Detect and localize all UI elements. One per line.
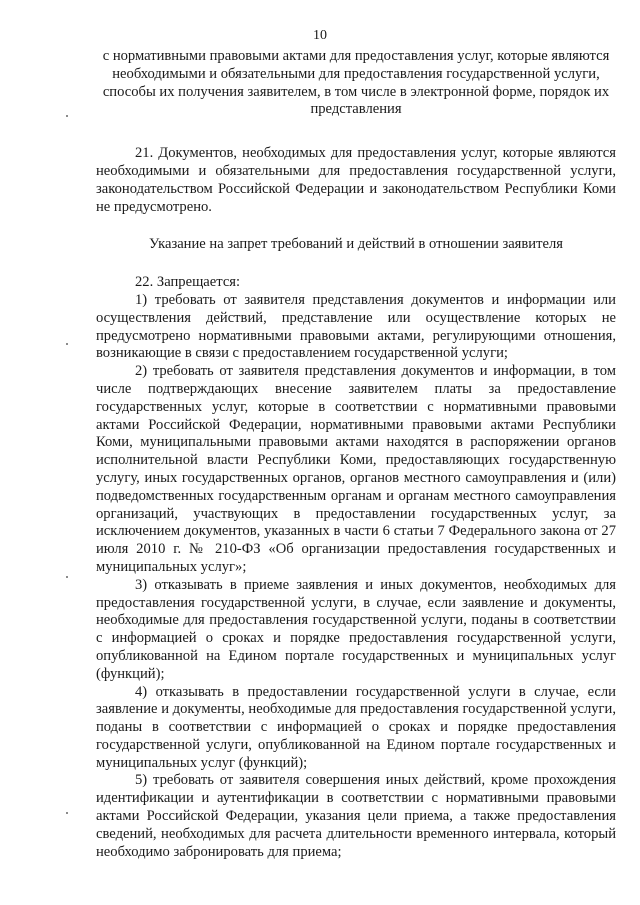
paragraph-22-intro: 22. Запрещается: <box>135 274 241 291</box>
scan-speck <box>66 812 68 814</box>
scan-speck <box>66 576 68 578</box>
list-item-4: 4) отказывать в предоставлении государственной услуги в случае, если заявление и документы, необходимые для предоставления государственной услуги, поданы в соответствии с информацией о сроках и порядке предоставления государственной услуги, опубликованной на Едином портале государственных и муниципальных услуг (функций); <box>96 683 616 771</box>
section-heading-prohibition: Указание на запрет требований и действий в отношении заявителя <box>149 236 563 253</box>
list-item-5: 5) требовать от заявителя совершения иных действий, кроме прохождения идентификации и аутентификации в соответствии с нормативными правовыми актами Российской Федерации, указания цели приема, а также предоставления сведений, необходимых для расчета длительности временного интервала, который необходимо забронировать для приема; <box>96 772 616 860</box>
paragraph-21: 21. Документов, необходимых для предоставления услуг, которые являются необходимыми и обязательными для предоставления государственной услуги, законодательством Российской Федерации и законодательством Республики Коми не предусмотрено. <box>96 145 616 215</box>
scan-speck <box>66 343 68 345</box>
list-item-2: 2) требовать от заявителя представления документов и информации, в том числе подтверждающих внесение заявителем платы за предоставление государственных услуг, которые в соответствии с нормативными правовыми актами Российской Федерации, нормативными правовыми актами Республики Коми, муниципальными правовыми актами находятся в распоряжении органов исполнительной власти Республики Коми, предоставляющих государственную услугу, иных государственных органов, органов местного самоуправления и (или) подведомственных государственным органам и органам местного самоуправления организаций, участвующих в предоставлении государственных услуг, за исключением документов, указанных в части 6 статьи 7 Федерального закона от 27 июля 2010 г. № 210-ФЗ «Об организации предоставления государственных и муниципальных услуг»; <box>96 363 616 575</box>
scan-speck <box>66 115 68 117</box>
list-item-1: 1) требовать от заявителя представления документов и информации или осуществления действий, представление или осуществление которых не предусмотрено нормативными правовыми актами, регулирующими отношения, возникающие в связи с предоставлением государственной услуги; <box>96 291 616 362</box>
page-number: 10 <box>313 28 327 43</box>
page-content <box>96 48 616 861</box>
list-item-3: 3) отказывать в приеме заявления и иных документов, необходимых для предоставления государственной услуги, в случае, если заявление и документы, необходимые для предоставления государственной услуги, поданы в соответствии с информацией о сроках и порядке предоставления государственной услуги, опубликованной на Едином портале государственных и муниципальных услуг (функций); <box>96 576 616 682</box>
section-heading-continuation: с нормативными правовыми актами для предоставления услуг, которые являются необходимыми и обязательными для предоставления государственной услуги, способы их получения заявителем, в том числе в электронной форме, порядок их представления <box>102 48 610 118</box>
